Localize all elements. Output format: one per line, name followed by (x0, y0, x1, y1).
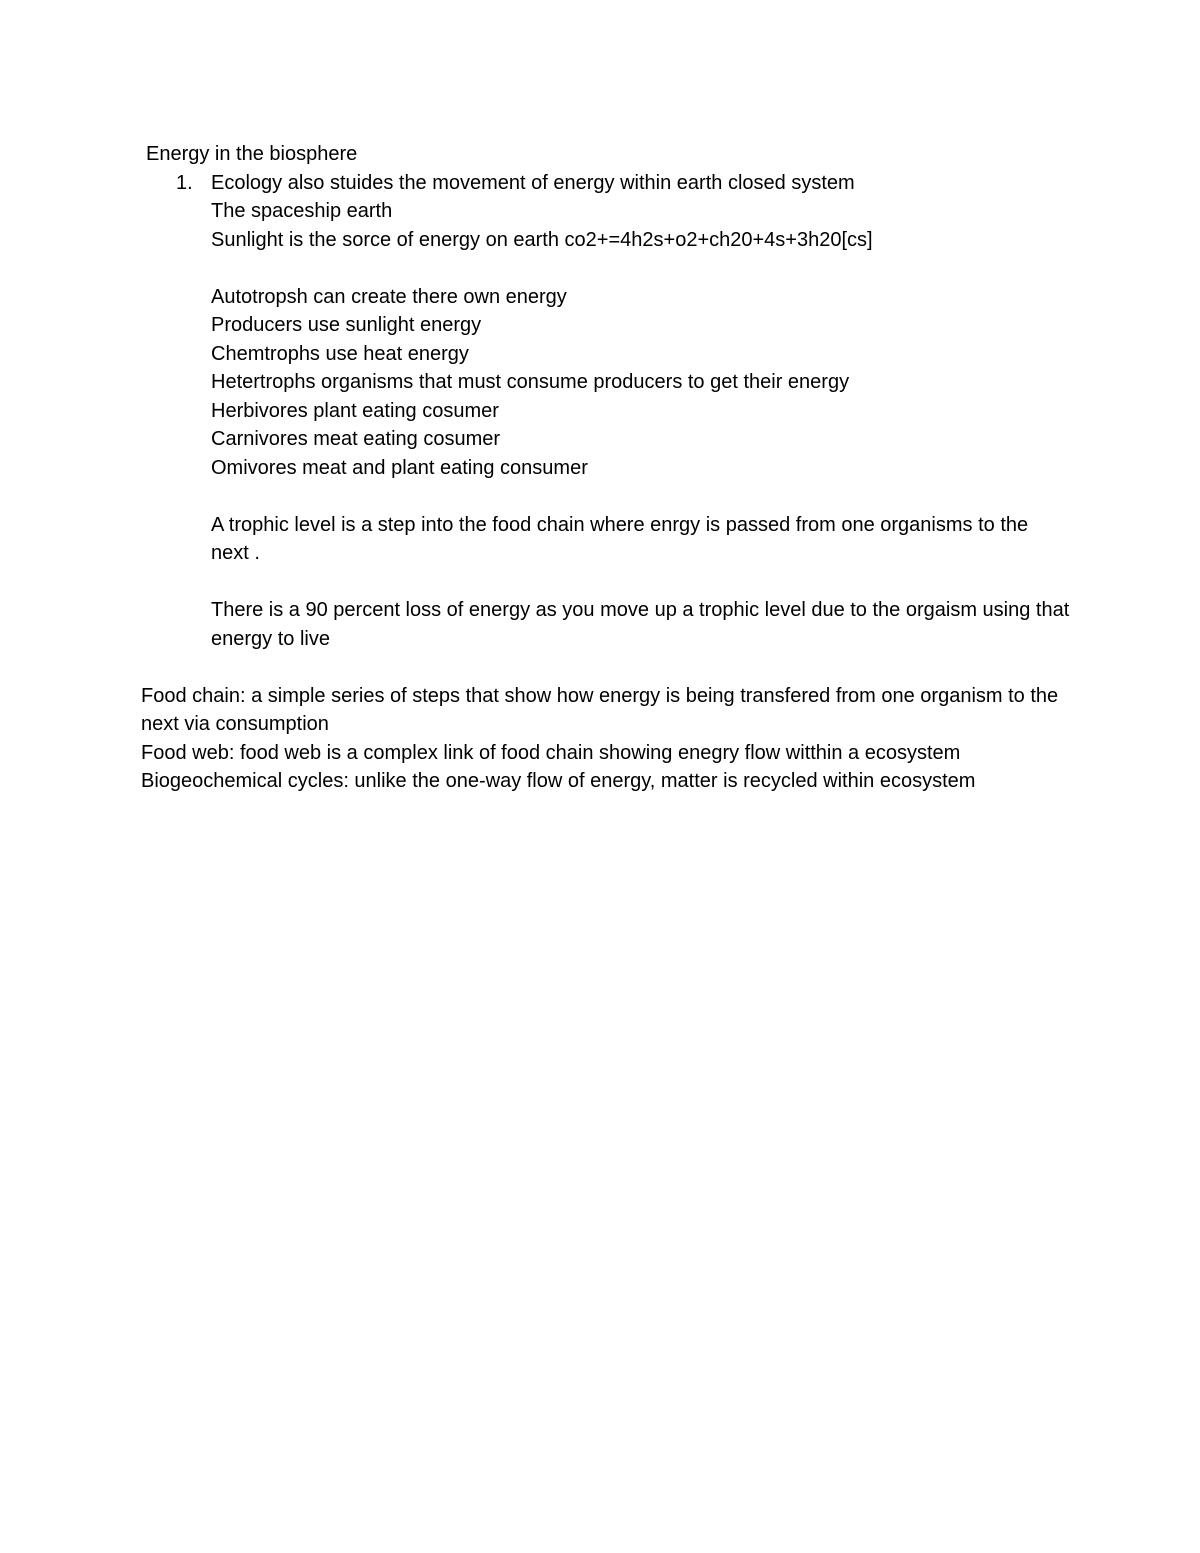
food-chain-paragraph: Food chain: a simple series of steps that show how energy is being transfered from one organism to the next via consumption (141, 684, 1059, 735)
list-line: Sunlight is the sorce of energy on earth co2+=4h2s+o2+ch20+4s+3h20[cs] (211, 228, 873, 251)
trophic-level-paragraph: A trophic level is a step into the food chain where enrgy is passed from one organisms to the next . (211, 513, 1029, 564)
blank-line (211, 254, 1071, 283)
definition-line: Autotropsh can create there own energy (211, 285, 567, 308)
biogeochemical-cycles-paragraph: Biogeochemical cycles: unlike the one-way flow of energy, matter is recycled within ecosystem (141, 770, 976, 792)
definition-line: Chemtrophs use heat energy (211, 342, 469, 365)
blank-line (211, 568, 1071, 597)
definition-line: Herbivores plant eating cosumer (211, 399, 499, 422)
food-web-paragraph: Food web: food web is a complex link of food chain showing enegry flow witthin a ecosystem (141, 741, 961, 764)
list-line: Ecology also stuides the movement of energy within earth closed system (211, 171, 855, 194)
document-title: Energy in the biosphere (146, 143, 358, 165)
list-line: The spaceship earth (211, 200, 393, 222)
blank-line (211, 482, 1071, 511)
definition-line: Hetertrophs organisms that must consume producers to get their energy (211, 371, 850, 393)
numbered-list (141, 169, 1071, 682)
energy-loss-paragraph: There is a 90 percent loss of energy as you move up a trophic level due to the orgaism using that energy to live (211, 599, 1070, 650)
definition-line: Carnivores meat eating cosumer (211, 428, 501, 450)
definition-line: Omivores meat and plant eating consumer (211, 456, 588, 479)
definition-line: Producers use sunlight energy (211, 314, 482, 336)
list-number: 1. (176, 171, 193, 194)
blank-line (211, 653, 1071, 682)
list-item (141, 169, 1071, 682)
document-body (141, 140, 1071, 796)
